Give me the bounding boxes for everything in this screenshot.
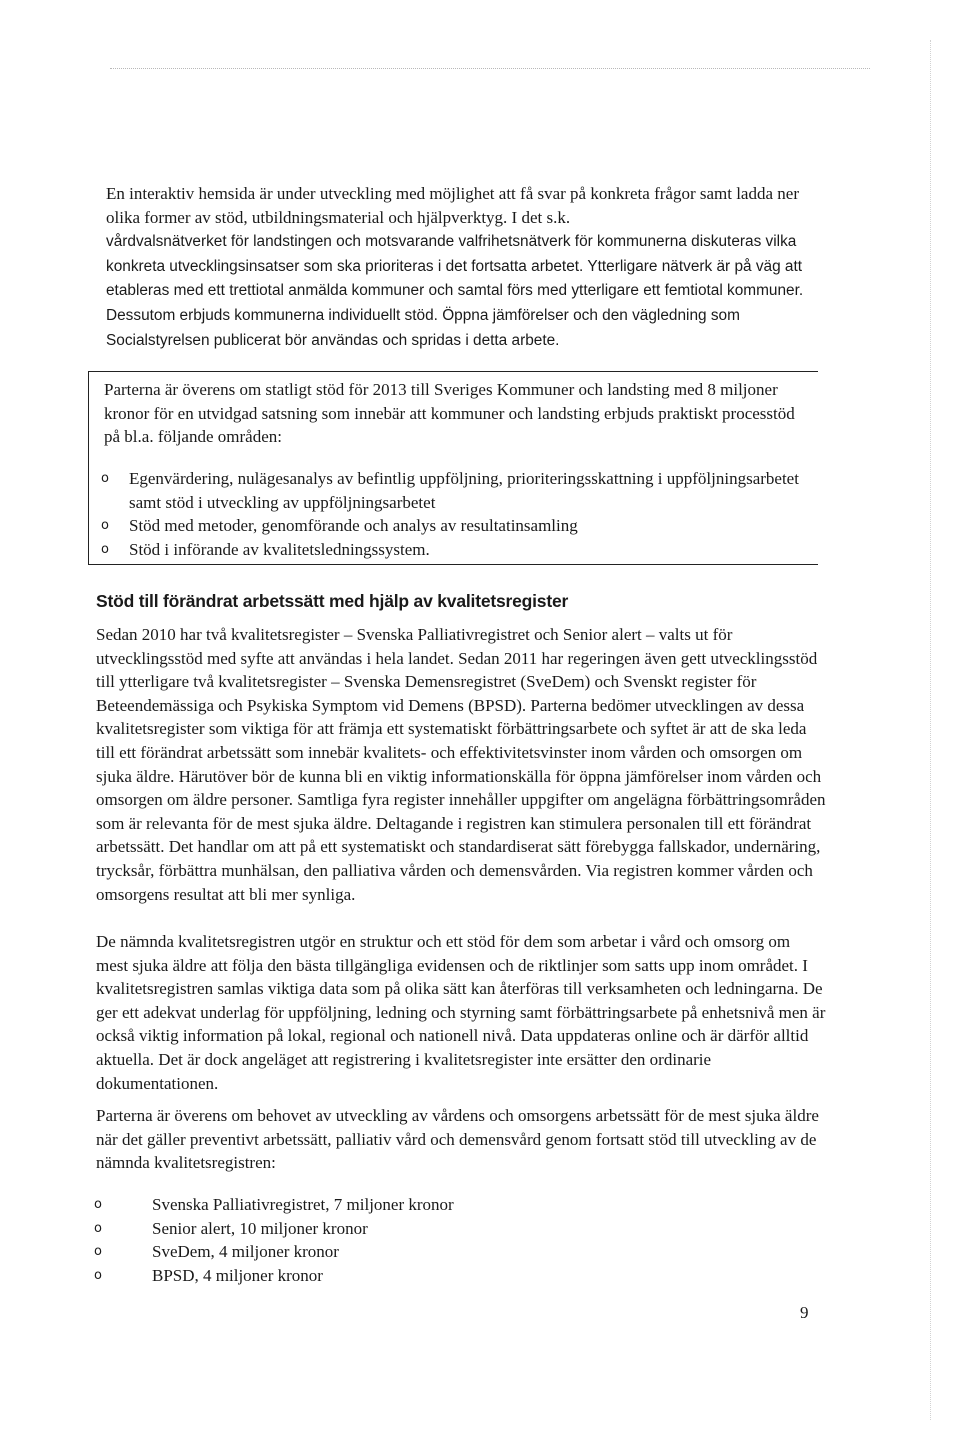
bullet-icon: o <box>101 541 109 557</box>
section-paragraph-1: Sedan 2010 har två kvalitetsregister – Svenska Palliativregistret och Senior alert – valts ut för utvecklingsstöd med syfte att användas i hela landet. Sedan 2011 har regeringen även gett utvecklingsstöd till ytterligare två kvalitetsregister – Svenska Demensregistret (SveDem) och Svenskt register för Beteendemässiga och Psykiska Symptom vid Demens (BPSD). Parterna bedömer utvecklingen av dessa kvalitetsregister som viktiga för att främja ett systematiskt förbättringsarbete och syftet är att de ska leda till ett förändrat arbetssätt som innebär kvalitets- och effektivitetsvinster inom vården och omsorgen om sjuka äldre. Härutöver bör de kunna bli en viktig informationskälla för öppna jämförelser inom vården och omsorgen om äldre personer. Samtliga fyra register innehåller uppgifter om angelägna förbättringsområden som är relevanta för de mest sjuka äldre. Deltagande i registren kan stimulera personalen till ett förändrat arbetssätt. Det handlar om att på ett systematiskt och standardiserat sätt förebygga fallskador, undernäring, trycksår, förbättra munhälsan, den palliativa vården och demensvården. Via registren kommer vården och omsorgens resultat att bli mer synliga. <box>96 625 826 904</box>
section-heading: Stöd till förändrat arbetssätt med hjälp av kvalitetsregister <box>96 591 569 611</box>
bullet-icon: o <box>94 1220 102 1236</box>
list-item: o Stöd med metoder, genomförande och analys av resultatinsamling <box>101 514 801 538</box>
intro-sans-text: vårdvalsnätverket för landstingen och motsvarande valfrihetsnätverk för kommunerna diskuteras vilka konkreta utvecklingsinsatser som ska prioriteras i det fortsatta arbetet. Ytterligare nätverk är på väg att etableras med ett trettiotal anmälda kommuner och samtal förs med ytterligare ett femtiotal kommuner. Dessutom erbjuds kommunerna individuellt stöd. Öppna jämförelser och den vägledning som Socialstyrelsen publicerat bör användas och spridas i detta arbete. <box>106 233 804 349</box>
bullet-icon: o <box>101 518 109 534</box>
scan-artifact-edge <box>930 40 931 1420</box>
agreement-list <box>101 467 801 561</box>
bullet-icon: o <box>94 1244 102 1260</box>
register-list <box>94 1193 694 1287</box>
section-paragraph-3: Parterna är överens om behovet av utveckling av vårdens och omsorgens arbetssätt för de mest sjuka äldre när det gäller preventivt arbetssätt, palliativ vård och demensvård genom fortsatt stöd till utveckling av de nämnda kvalitetsregistren: <box>96 1106 819 1173</box>
list-item: o BPSD, 4 miljoner kronor <box>94 1264 694 1288</box>
page-number: 9 <box>800 1303 809 1322</box>
bullet-icon: o <box>94 1197 102 1212</box>
intro-serif-text: En interaktiv hemsida är under utveckling med möjlighet att få svar på konkreta frågor samt ladda ner olika former av stöd, utbildningsmaterial och hjälpverktyg. I det s.k. <box>106 184 799 227</box>
agreement-text: Parterna är överens om statligt stöd för 2013 till Sveriges Kommuner och landsting med 8 miljoner kronor för en utvidgad satsning som innebär att kommuner och landsting erbjuds praktiskt processtöd på bl.a. följande områden: <box>104 380 795 447</box>
list-item: o Senior alert, 10 miljoner kronor <box>94 1217 694 1241</box>
list-item: o SveDem, 4 miljoner kronor <box>94 1240 694 1264</box>
section-paragraph-2: De nämnda kvalitetsregistren utgör en struktur och ett stöd för dem som arbetar i vård och omsorg om mest sjuka äldre att följa den bästa tillgängliga evidensen och de riktlinjer som satts upp inom området. I kvalitetsregistren samlas viktiga data som på olika sätt kan återföras till verksamheten och ledningarna. De ger ett adekvat underlag för uppföljning, ledning och styrning samt förbättringsarbete på enhetsnivå men är också viktig information på lokal, regional och nationell nivå. Data uppdateras online och är därför alltid aktuella. Det är dock angeläget att registrering i kvalitetsregister inte ersätter den ordinarie dokumentationen. <box>96 932 826 1093</box>
list-item: o Egenvärdering, nulägesanalys av befintlig uppföljning, prioriteringsskattning i uppföljningsarbetet samt stöd i utveckling av uppföljningsarbetet <box>101 469 799 512</box>
scan-artifact-line <box>110 68 870 69</box>
list-item: o Svenska Palliativregistret, 7 miljoner kronor <box>94 1193 694 1217</box>
agreement-box <box>88 371 818 565</box>
bullet-icon: o <box>94 1267 102 1283</box>
bullet-icon: o <box>101 471 109 486</box>
intro-paragraph <box>106 182 826 352</box>
list-item: o Stöd i införande av kvalitetsledningssystem. <box>101 538 801 562</box>
